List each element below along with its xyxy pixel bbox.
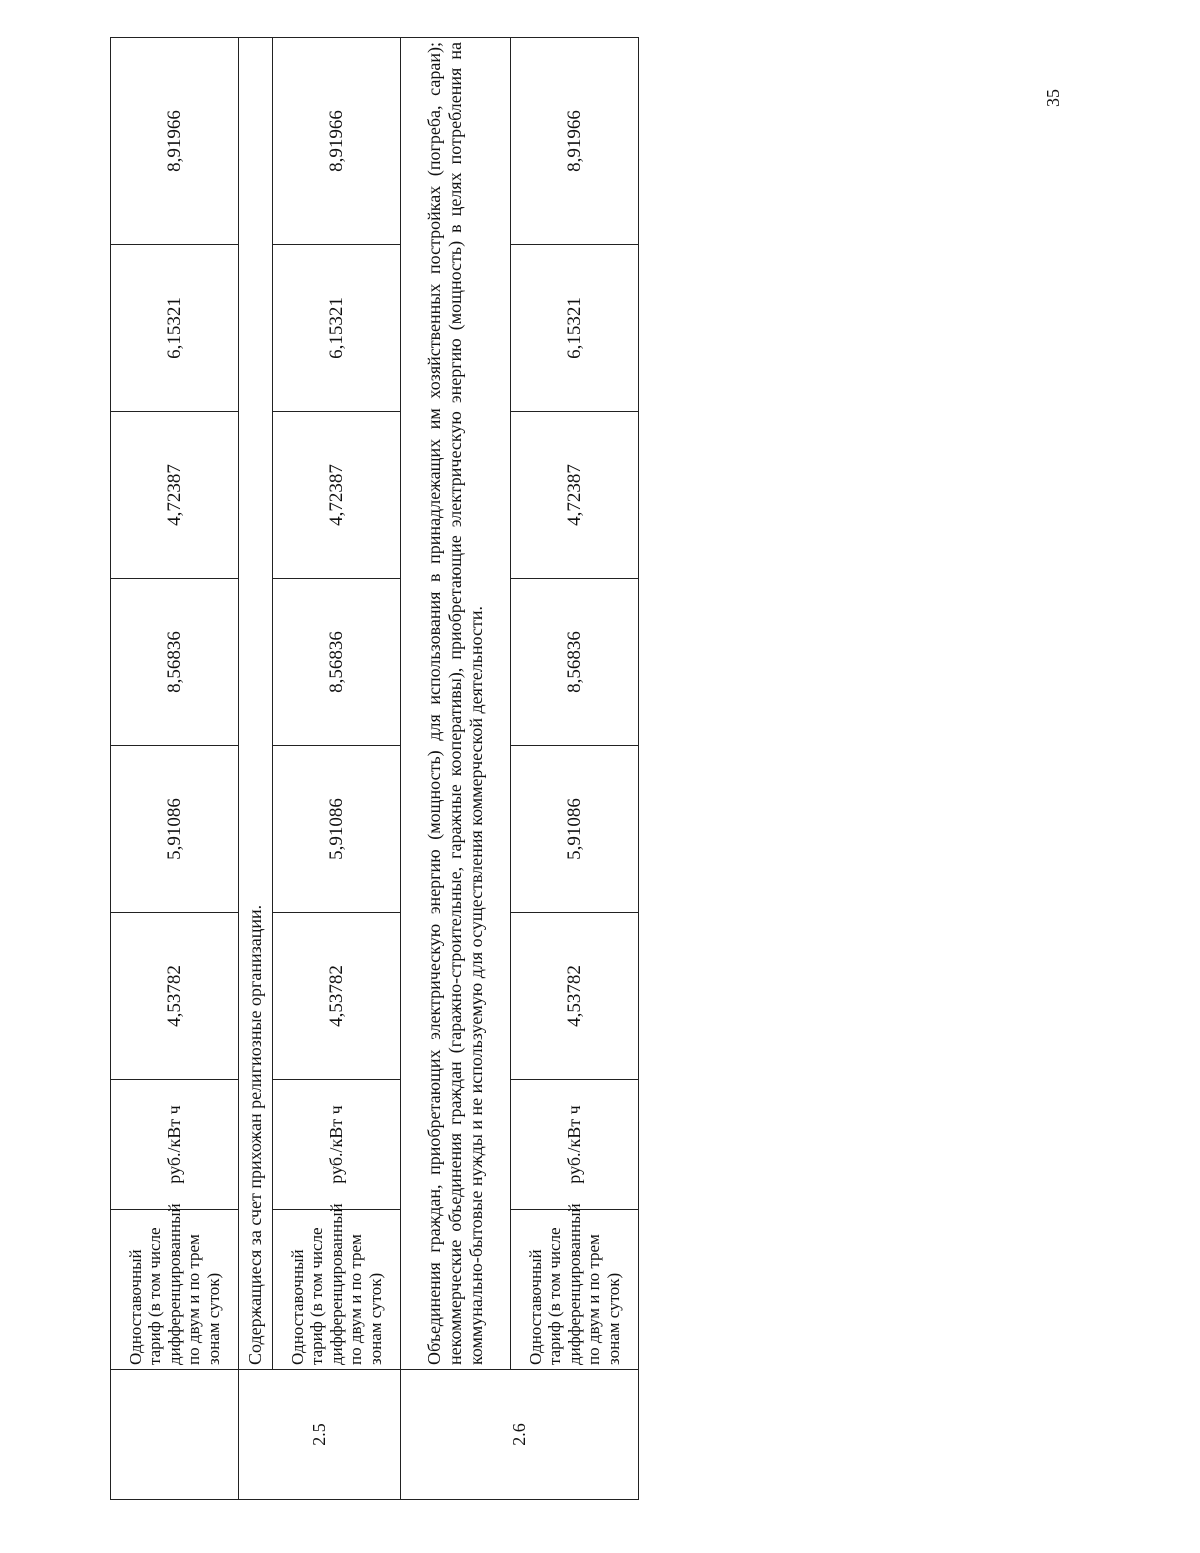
table-row bbox=[111, 38, 239, 1500]
rotated-page-content bbox=[110, 38, 630, 1500]
tariff-name-cell: Одноставочный тариф (в том числе дифференцированный по двум и по трем зонам суток) bbox=[511, 1210, 639, 1370]
tariff-value-cell: 4,53782 bbox=[273, 913, 401, 1080]
group-title: Содержащиеся за счет прихожан религиозные организации. bbox=[239, 38, 273, 1370]
tariff-value-cell: 8,56836 bbox=[111, 579, 239, 746]
group-row bbox=[401, 38, 511, 1500]
group-row bbox=[239, 38, 273, 1500]
unit-cell: руб./кВт ч bbox=[111, 1080, 239, 1210]
tariff-value-cell: 5,91086 bbox=[273, 746, 401, 913]
tariff-table bbox=[110, 37, 639, 1500]
tariff-name-cell: Одноставочный тариф (в том числе дифференцированный по двум и по трем зонам суток) bbox=[111, 1210, 239, 1370]
tariff-value-cell: 4,72387 bbox=[111, 412, 239, 579]
tariff-value-cell: 8,91966 bbox=[511, 38, 639, 245]
page-number: 35 bbox=[1043, 89, 1063, 107]
unit-cell: руб./кВт ч bbox=[511, 1080, 639, 1210]
tariff-value-cell: 4,53782 bbox=[511, 913, 639, 1080]
group-title: Объединения граждан, приобретающих электрическую энергию (мощность) для использования в принадлежащих им хозяйственных постройках (погреба, сараи); некоммерческие объединения граждан (гаражно-строительные, гаражные кооперативы), приобретающие электрическую энергию (мощность) в целях потребления на коммунально-бытовые нужды и не используемую для осуществления коммерческой деятельности. bbox=[401, 38, 511, 1370]
tariff-value-cell: 8,91966 bbox=[273, 38, 401, 245]
tariff-value-cell: 6,15321 bbox=[273, 245, 401, 412]
tariff-value-cell: 4,72387 bbox=[273, 412, 401, 579]
tariff-value-cell: 5,91086 bbox=[511, 746, 639, 913]
tariff-value-cell: 6,15321 bbox=[111, 245, 239, 412]
row-number-cell: 2.5 bbox=[239, 1370, 401, 1500]
table-row bbox=[273, 38, 401, 1500]
tariff-value-cell: 4,72387 bbox=[511, 412, 639, 579]
row-number-cell: 2.6 bbox=[401, 1370, 639, 1500]
tariff-value-cell: 8,56836 bbox=[511, 579, 639, 746]
table-row bbox=[511, 38, 639, 1500]
tariff-name-cell: Одноставочный тариф (в том числе дифференцированный по двум и по трем зонам суток) bbox=[273, 1210, 401, 1370]
row-number-cell bbox=[111, 1370, 239, 1500]
unit-cell: руб./кВт ч bbox=[273, 1080, 401, 1210]
tariff-value-cell: 6,15321 bbox=[511, 245, 639, 412]
tariff-value-cell: 5,91086 bbox=[111, 746, 239, 913]
tariff-value-cell: 4,53782 bbox=[111, 913, 239, 1080]
tariff-value-cell: 8,56836 bbox=[273, 579, 401, 746]
tariff-value-cell: 8,91966 bbox=[111, 38, 239, 245]
